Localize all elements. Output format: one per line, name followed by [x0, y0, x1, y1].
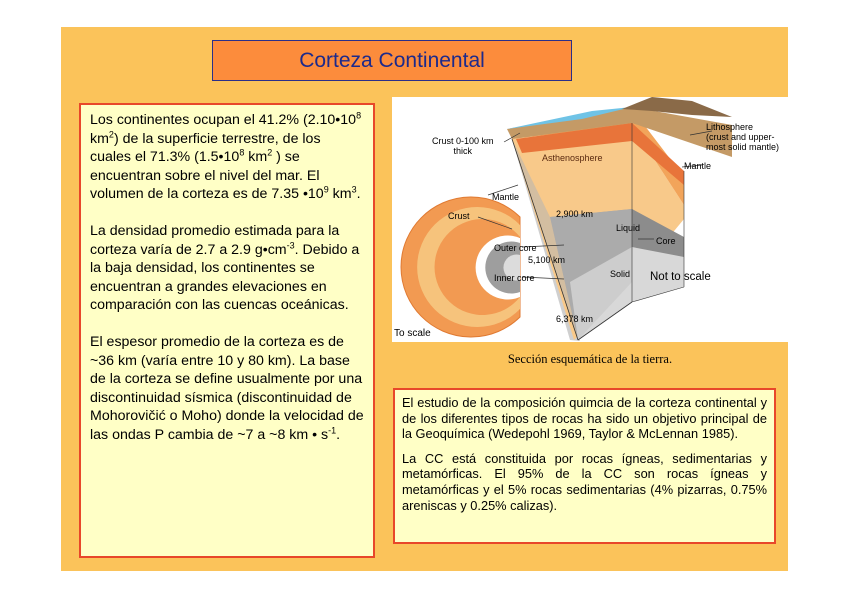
label-outer-core: Outer core: [494, 243, 537, 253]
figure-caption: Sección esquemática de la tierra.: [507, 352, 673, 366]
paragraph-continents: [90, 111, 365, 204]
label-to-scale: To scale: [394, 328, 431, 339]
paragraph-thickness: [90, 333, 365, 444]
superscript: 2: [108, 128, 114, 139]
text-run: ) de la superficie terrestre, de los cuales el 71.3% (1.5•10: [90, 130, 321, 165]
superscript: 8: [239, 147, 245, 158]
superscript: 9: [323, 184, 329, 195]
label-liquid: Liquid: [616, 223, 641, 233]
earth-cross-section-figure: [392, 97, 788, 342]
label-asthenosphere: Asthenosphere: [542, 153, 603, 163]
superscript: 3: [351, 184, 357, 195]
right-text-box: [393, 388, 776, 544]
label-5100-km: 5,100 km: [528, 255, 566, 265]
label-not-to-scale: Not to scale: [650, 271, 711, 283]
left-text-box: [79, 103, 375, 558]
superscript: 2: [267, 147, 273, 158]
label-inner-core: Inner core: [494, 273, 535, 283]
paragraph-density: [90, 222, 365, 315]
label-lithosphere: Lithosphere (crust and upper- most solid mantle): [706, 122, 780, 152]
text-run: .: [336, 426, 341, 443]
superscript: -3: [286, 239, 295, 250]
title-box: [212, 40, 572, 81]
label-6378-km: 6,378 km: [556, 314, 594, 324]
label-core: Core: [656, 236, 676, 246]
text-run: km: [90, 130, 109, 147]
text-run: El espesor promedio de la corteza es de ~36 km (varía entre 10 y 80 km). La base de la corteza se define usualmente por una discontinuidad sísmica (discontinuidad de Mohorovičić o Moho) donde la velocidad de las ondas P cambia de ~7 a ~8 km • s: [90, 334, 364, 443]
text-run: La densidad promedio estimada para la corteza varía de 2.7 a 2.9 g•cm: [90, 223, 340, 258]
superscript: -1: [328, 424, 337, 435]
paragraph-composition: La CC está constituida por rocas ígneas, sedimentarias y metamórficas. El 95% de la CC son rocas ígneas y metamórficas y el 5% rocas sedimentarias (4% pizarras, 0.75% areniscas y 0.25% calizas).: [402, 450, 767, 513]
label-crust: Crust: [448, 211, 470, 221]
label-mantle-left: Mantle: [492, 192, 520, 202]
label-mantle-right: Mantle: [684, 161, 712, 171]
slide-title: Corteza Continental: [299, 48, 485, 72]
label-solid: Solid: [610, 269, 631, 279]
text-run: . Debido a la baja densidad, los continentes se encuentran a grandes elevaciones en comparación con las cuencas oceánicas.: [90, 241, 360, 313]
label-crust-thickness: Crust 0-100 km thick: [432, 136, 494, 156]
text-run: km: [328, 186, 352, 202]
superscript: 8: [356, 110, 362, 121]
text-run: .: [356, 186, 361, 202]
paragraph-geochemistry: El estudio de la composición quimcia de la corteza continental y de los diferentes tipos de rocas ha sido un objetivo principal de la Geoquímica (Wedepohl 1969, Taylor & McLennan 1985).: [402, 395, 767, 442]
text-run: ) se encuentran sobre el nivel del mar. El volumen de la corteza es de 7.35 •10: [90, 149, 324, 202]
text-run: Los continentes ocupan el 41.2% (2.10•10: [90, 112, 357, 128]
text-run: km: [244, 149, 268, 165]
label-2900-km: 2,900 km: [556, 209, 594, 219]
